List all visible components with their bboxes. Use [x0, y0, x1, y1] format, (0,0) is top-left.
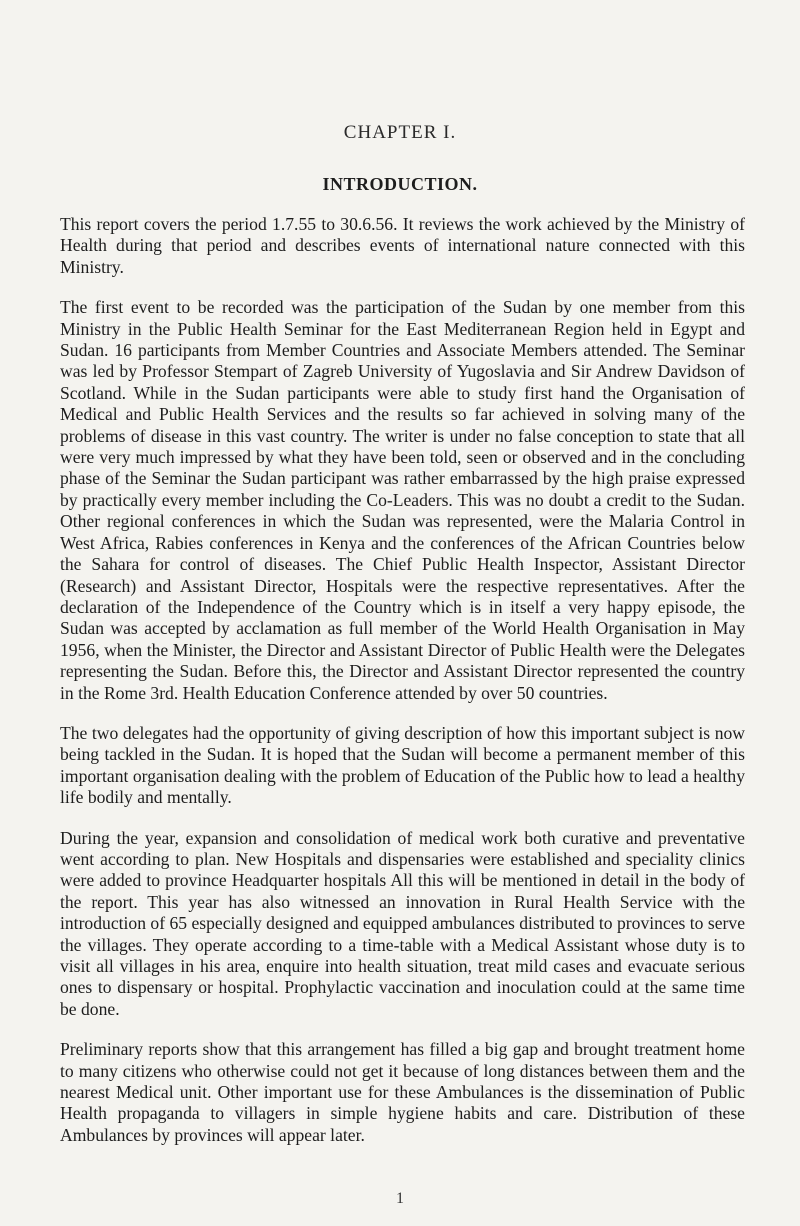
paragraph-5: Preliminary reports show that this arrangement has filled a big gap and brought treatment home to many citizens who otherwise could not get it because of long distances between them and the nearest Medical unit. Other important use for these Ambulances is the dissemination of Public Health propaganda to villagers in simple hygiene habits and care. Distribution of these Ambulances by provinces will appear later.	[60, 1039, 745, 1145]
paragraph-4: During the year, expansion and consolidation of medical work both curative and preventative went according to plan. New Hospitals and dispensaries were established and speciality clinics were added to province Headquarter hospitals All this will be mentioned in detail in the body of the report. This year has also witnessed an innovation in Rural Health Service with the introduction of 65 especially designed and equipped ambulances distributed to provinces to serve the villages. They operate according to a time-table with a Medical Assistant whose duty is to visit all villages in his area, enquire into health situation, treat mild cases and evacuate serious ones to dispensary or hospital. Prophylactic vaccination and inoculation could at the same time be done.	[60, 827, 745, 1019]
chapter-heading: CHAPTER I.	[343, 122, 457, 143]
paragraph-1: This report covers the period 1.7.55 to 30.6.56. It reviews the work achieved by the Ministry of Health during that period and describes events of international nature connected with this Ministry.	[60, 214, 745, 277]
body-text	[60, 214, 745, 1165]
paragraph-3: The two delegates had the opportunity of giving description of how this important subject is now being tackled in the Sudan. It is hoped that the Sudan will become a permanent member of this important organisation dealing with the problem of Education of the Public how to lead a healthy life bodily and mentally.	[60, 722, 745, 808]
page-number: 1	[396, 1190, 404, 1207]
paragraph-2: The first event to be recorded was the participation of the Sudan by one member from this Ministry in the Public Health Seminar for the East Mediterranean Region held in Egypt and Sudan. 16 participants from Member Countries and Associate Members attended. The Seminar was led by Professor Stempart of Zagreb University of Yugoslavia and Sir Andrew Davidson of Scotland. While in the Sudan participants were able to study first hand the Organisation of Medical and Public Health Services and the results so far achieved in solving many of the problems of disease in this vast country. The writer is under no false conception to state that all were very much impressed by what they have been told, seen or observed and in the concluding phase of the Seminar the Sudan participant was rather embarrassed by the high praise expressed by practically every member including the Co-Leaders. This was no doubt a credit to the Sudan. Other regional conferences in which the Sudan was represented, were the Malaria Control in West Africa, Rabies conferences in Kenya and the conferences of the African Countries below the Sahara for control of diseases. The Chief Public Health Inspector, Assistant Director (Research) and Assistant Director, Hospitals were the respective representatives. After the declaration of the Independence of the Country which is in itself a very happy episode, the Sudan was accepted by acclamation as full member of the World Health Organisation in May 1956, when the Minister, the Director and Assistant Director of Public Health were the Delegates representing the Sudan. Before this, the Director and Assistant Director represented the country in the Rome 3rd. Health Education Conference attended by over 50 countries.	[60, 297, 745, 703]
section-title: INTRODUCTION.	[322, 174, 478, 194]
